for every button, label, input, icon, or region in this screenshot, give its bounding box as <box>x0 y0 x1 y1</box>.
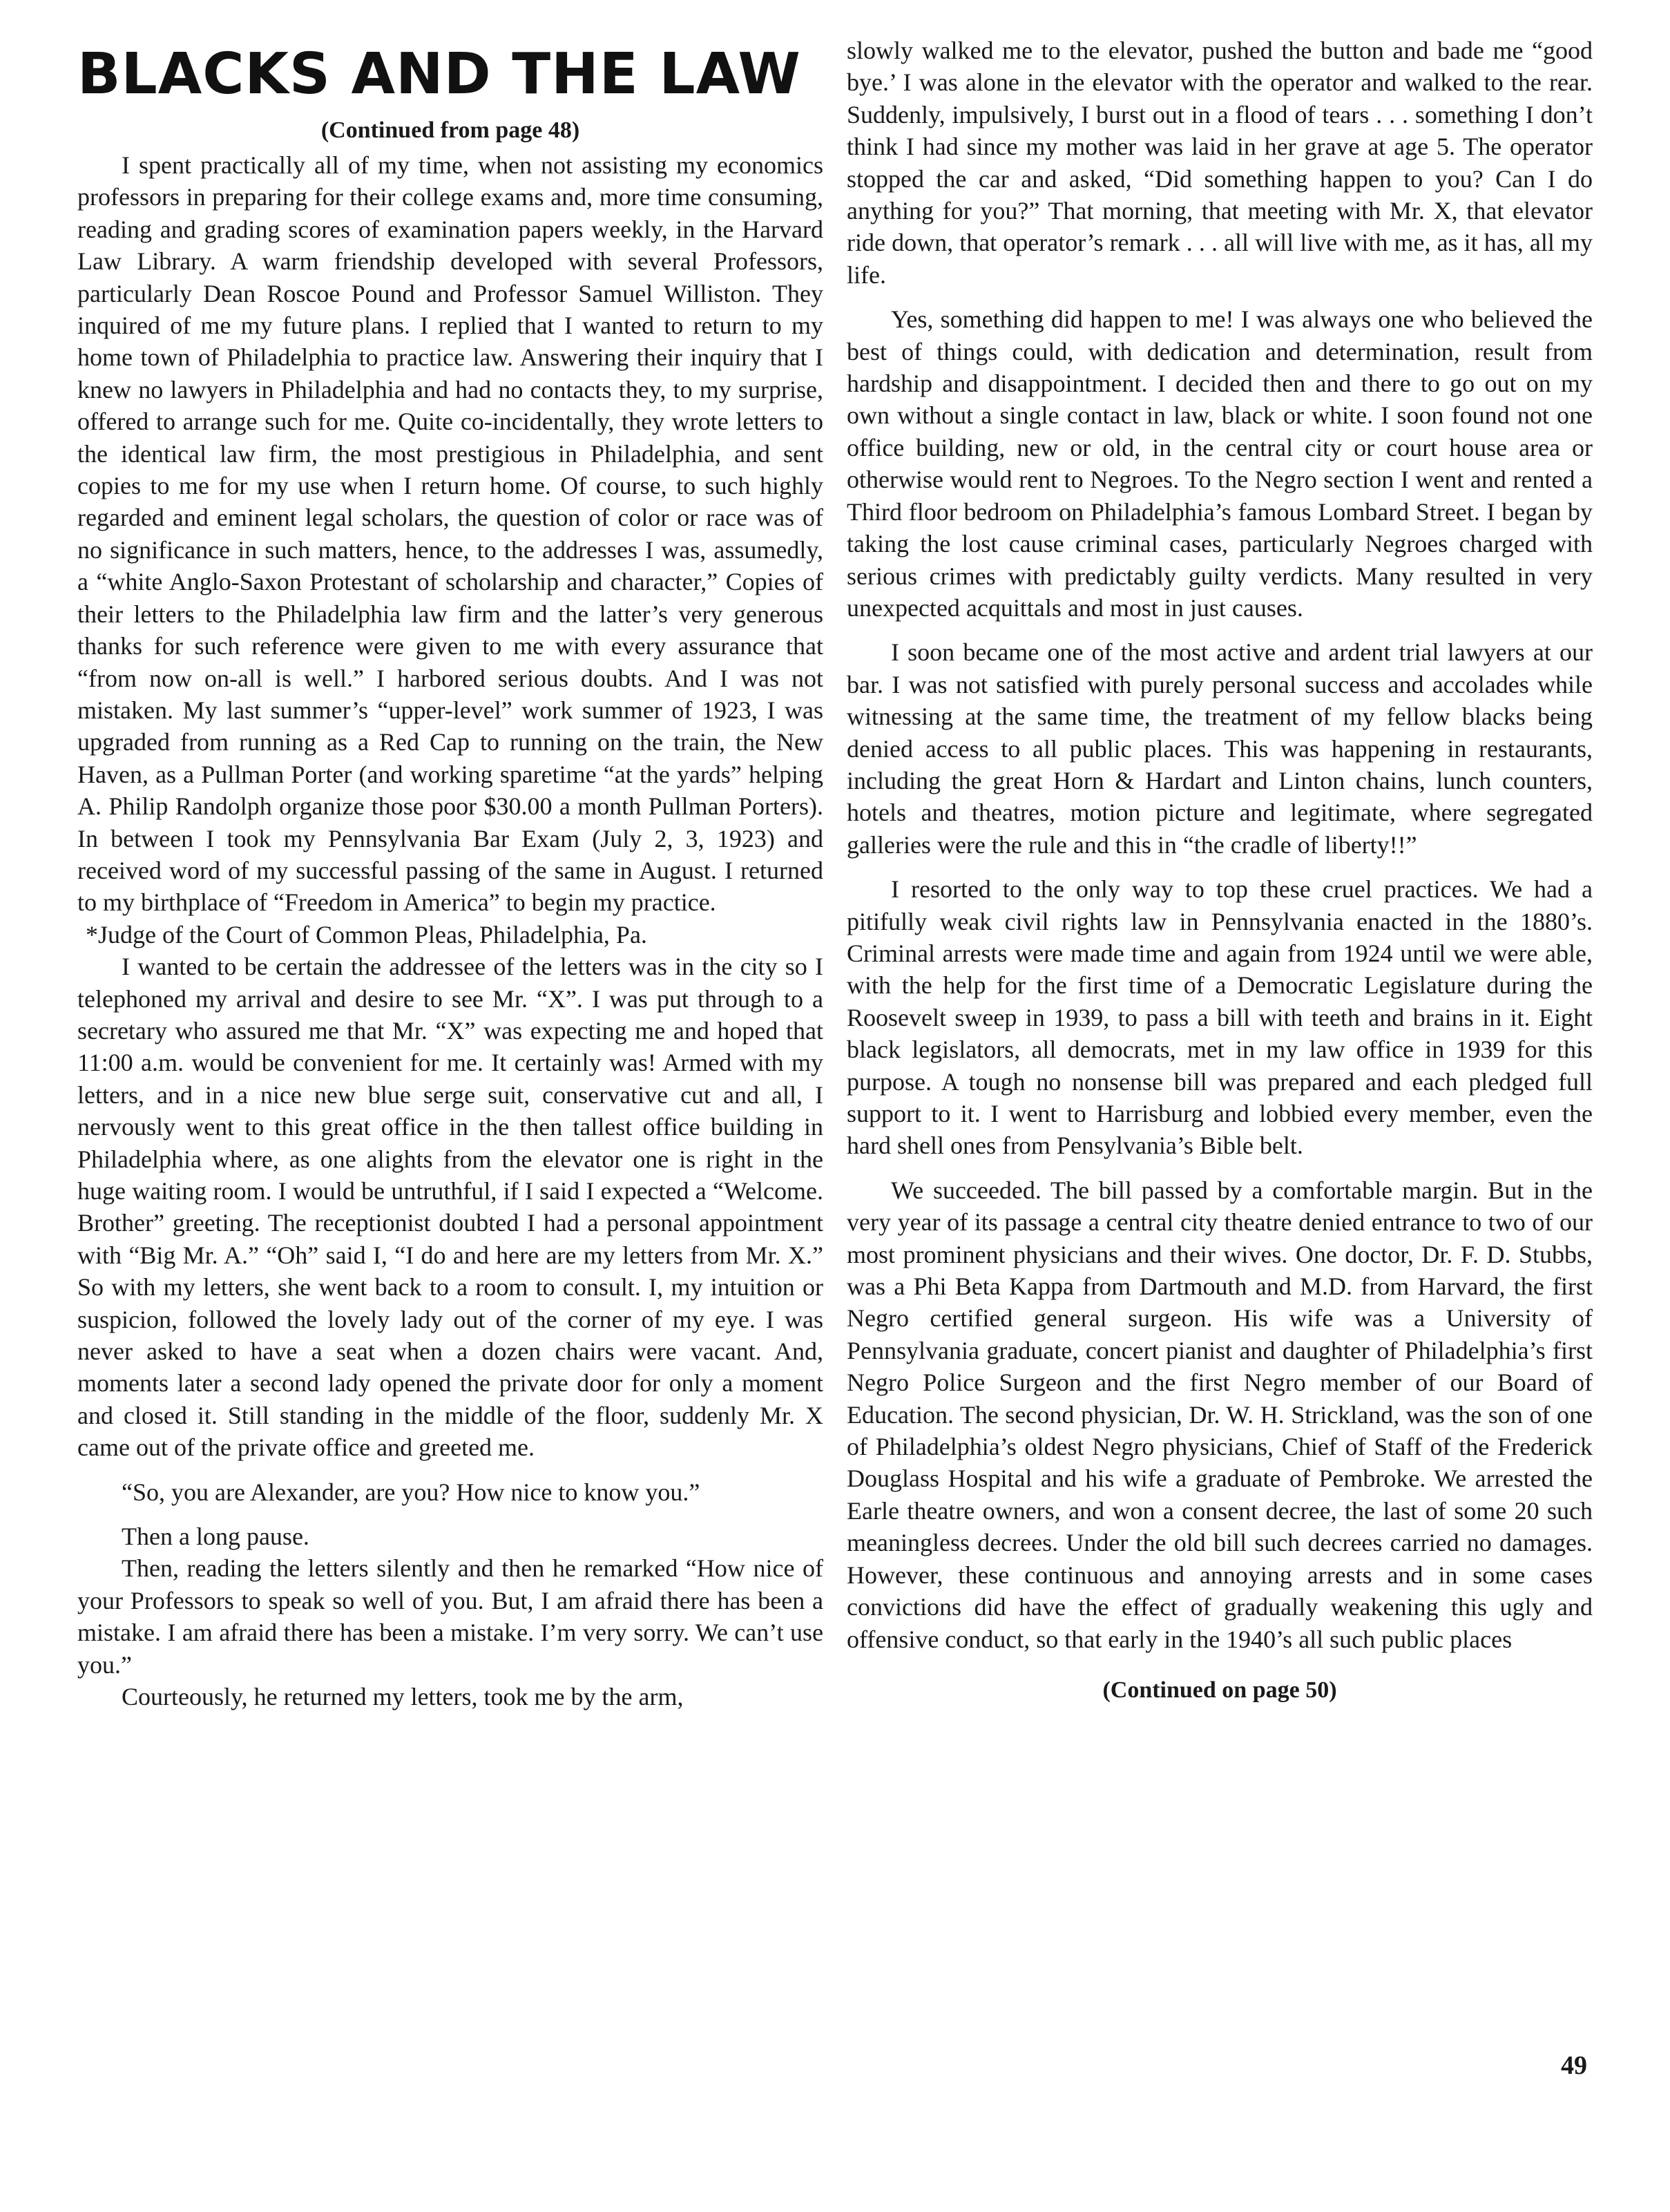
paragraph: Then, reading the letters silently and then he remarked “How nice of your Professors to speak so well of you. But, I am afraid there has been a mistake. I am afraid there has been a mistake. I’m very sorry. We can’t use you.” <box>77 1554 823 1679</box>
continued-from-note: (Continued from page 48) <box>320 117 580 143</box>
paragraph: Courteously, he returned my letters, took me by the arm, <box>122 1683 684 1711</box>
paragraph: “So, you are Alexander, are you? How nice to know you.” <box>122 1478 700 1506</box>
right-column <box>847 35 1593 1706</box>
paragraph: I soon became one of the most active and ardent trial lawyers at our bar. I was not satisfied with purely personal success and accolades while witnessing at the same time, the treatment of my fellow blacks being denied access to all public places. This was happening in restaurants, including the great Horn & Hardart and Linton chains, lunch counters, hotels and theatres, motion picture and legitimate, where segregated galleries were the rule and this in “the cradle of liberty!!” <box>847 638 1593 859</box>
paragraph: Yes, something did happen to me! I was always one who believed the best of things could, with dedication and determination, result from hardship and disappointment. I decided then and there to go out on my own without a single contact in law, black or white. I soon found not one office building, new or old, in the central city or court house area or otherwise would rent to Negroes. To the Negro section I went and rented a Third floor bedroom on Philadelphia’s famous Lombard Street. I began by taking the lost cause criminal cases, particularly Negroes charged with serious crimes with predictably guilty verdicts. Many resulted in very unexpected acquittals and most in just causes. <box>847 305 1593 622</box>
page-number: 49 <box>1561 2051 1587 2080</box>
footnote: *Judge of the Court of Common Pleas, Philadelphia, Pa. <box>86 920 647 948</box>
article-title: BLACKS AND THE LAW <box>77 41 801 107</box>
paragraph: Then a long pause. <box>122 1523 309 1551</box>
continued-on-note: (Continued on page 50) <box>1102 1677 1337 1703</box>
paragraph: We succeeded. The bill passed by a comfortable margin. But in the very year of its passage a central city theatre denied entrance to two of our most prominent physicians and their wives. One doctor, Dr. F. D. Stubbs, was a Phi Beta Kappa from Dartmouth and M.D. from Harvard, the first Negro certified general surgeon. His wife was a University of Pennsylvania graduate, concert pianist and daughter of Philadelphia’s first Negro Police Surgeon and the first Negro member of our Board of Education. The second physician, Dr. W. H. Strickland, was the son of one of Philadelphia’s oldest Negro physicians, Chief of Staff of the Frederick Douglass Hospital and his wife a graduate of Pembroke. We arrested the Earle theatre owners, and won a consent decree, the last of some 20 such meaningless decrees. Under the old bill such decrees carried no damages. However, these continuous and annoying arrests and in some cases convictions did have the effect of gradually weakening this ugly and offensive conduct, so that early in the 1940’s all such public places <box>847 1176 1593 1653</box>
paragraph: I wanted to be certain the addressee of the letters was in the city so I telephoned my arrival and desire to see Mr. “X”. I was put through to a secretary who assured me that Mr. “X” was expecting me and hoped that 11:00 a.m. would be convenient for me. It certainly was! Armed with my letters, and in a nice new blue serge suit, conservative cut and all, I nervously went to this great office in the then tallest office building in Philadelphia where, as one alights from the elevator one is right in the huge waiting room. I would be untruthful, if I said I expected a “Welcome. Brother” greeting. The receptionist doubted I had a personal appointment with “Big Mr. A.” “Oh” said I, “I do and here are my letters from Mr. X.” So with my letters, she went back to a room to consult. I, my intuition or suspicion, followed the lovely lady out of the corner of my eye. I was never asked to have a seat when a dozen chairs were vacant. And, moments later a second lady opened the private door for only a moment and closed it. Still standing in the middle of the floor, suddenly Mr. X came out of the private office and greeted me. <box>77 953 823 1462</box>
paragraph: I spent practically all of my time, when not assisting my economics professors in preparing for their college exams and, more time consuming, reading and grading scores of examination papers weekly, in the Harvard Law Library. A warm friendship developed with several Professors, particularly Dean Roscoe Pound and Professor Samuel Williston. They inquired of me my future plans. I replied that I wanted to return to my home town of Philadelphia to practice law. Answering their inquiry that I knew no lawyers in Philadelphia and had no contacts they, to my surprise, offered to arrange such for me. Quite co-incidentally, they wrote letters to the identical law firm, the most prestigious in Philadelphia, and sent copies to me for my use when I return home. Of course, to such highly regarded and eminent legal scholars, the question of color or race was of no significance in such matters, hence, to the addresses I was, assumedly, a “white Anglo-Saxon Protestant of scholarship and character,” Copies of their letters to the Philadelphia law firm and the latter’s very generous thanks for such reference were given to me with every assurance that “from now on-all is well.” I harbored serious doubts. And I was not mistaken. My last summer’s “upper-level” work summer of 1923, I was upgraded from running as a Red Cap to running on the train, the New Haven, as a Pullman Porter (and working sparetime “at the yards” helping A. Philip Randolph organize those poor $30.00 a month Pullman Porters). In between I took my Pennsylvania Bar Exam (July 2, 3, 1923) and received word of my successful passing of the same in August. I returned to my birthplace of “Freedom in America” to begin my practice. <box>77 151 823 917</box>
left-column <box>77 35 823 1713</box>
paragraph: I resorted to the only way to top these cruel practices. We had a pitifully weak civil rights law in Pennsylvania enacted in the 1880’s. Criminal arrests were made time and again from 1924 until we were able, with the help for the first time of a Democratic Legislature during the Roosevelt sweep in 1939, to pass a bill with teeth and brains in it. Eight black legislators, all democrats, met in my law office in 1939 for this purpose. A tough no nonsense bill was prepared and each pledged full support to it. I went to Harrisburg and lobbied every member, even the hard shell ones from Pensylvania’s Bible belt. <box>847 875 1593 1160</box>
paragraph: slowly walked me to the elevator, pushed the button and bade me “good bye.’ I was alone in the elevator with the operator and walked to the rear. Suddenly, impulsively, I burst out in a flood of tears . . . something I don’t think I had since my mother was laid in her grave at age 5. The operator stopped the car and asked, “Did something happen to you? Can I do anything for you?” That morning, that meeting with Mr. X, that elevator ride down, that operator’s remark . . . all will live with me, as it has, all my life. <box>847 37 1593 289</box>
